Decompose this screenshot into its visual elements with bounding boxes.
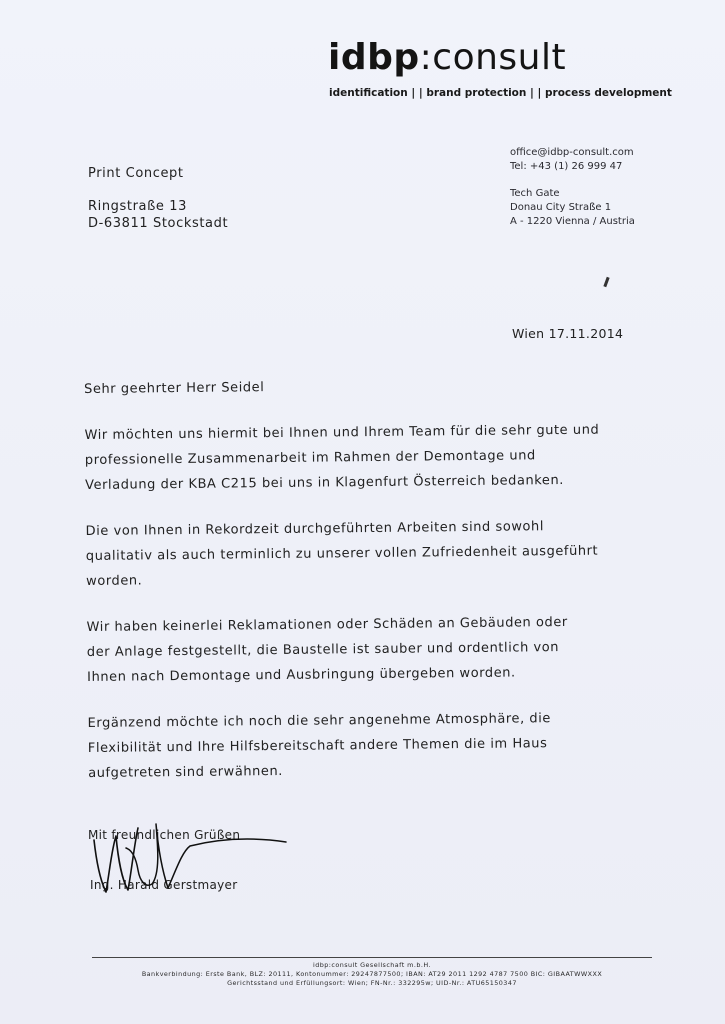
logo-bold-text: idbp — [328, 37, 420, 78]
recipient-company: Print Concept — [88, 166, 184, 181]
letter-date: Wien 17.11.2014 — [512, 326, 624, 341]
sender-email: office@idbp-consult.com — [510, 147, 634, 158]
body-line: professionelle Zusammenarbeit im Rahmen der Demontage und — [84, 448, 536, 468]
paragraph-3 — [86, 609, 647, 690]
body-line: der Anlage festgestellt, die Baustelle ist sauber und ordentlich von — [86, 640, 560, 660]
closing-phrase: Mit freundlichen Grüßen — [88, 828, 241, 842]
recipient-street: Ringstraße 13 — [88, 199, 187, 214]
paragraph-2 — [85, 513, 646, 594]
paragraph-1 — [84, 417, 645, 498]
footer-legal: Gerichtsstand und Erfüllungsort: Wien; FN-Nr.: 332295w; UID-Nr.: ATU65150347 — [227, 979, 517, 987]
logo-light-text: :consult — [419, 37, 567, 78]
body-line: Ihnen nach Demontage und Ausbringung übergeben worden. — [87, 665, 516, 685]
sender-address-line: Donau City Straße 1 — [510, 202, 612, 213]
sender-address-line: A - 1220 Vienna / Austria — [510, 216, 635, 227]
body-line: Die von Ihnen in Rekordzeit durchgeführten Arbeiten sind sowohl — [85, 519, 545, 539]
pen-mark — [603, 277, 609, 287]
footer-bank-details: Bankverbindung: Erste Bank, BLZ: 20111, Kontonummer: 29247877500; IBAN: AT29 2011 1292 4787 7500 BIC: GIBAATWWXXX — [141, 970, 603, 978]
body-line: aufgetreten sind erwähnen. — [88, 763, 283, 781]
body-line: Wir möchten uns hiermit bei Ihnen und Ihrem Team für die sehr gute und — [84, 422, 600, 443]
recipient-address-block — [88, 165, 228, 232]
body-line: Wir haben keinerlei Reklamationen oder Schäden an Gebäuden oder — [86, 614, 568, 635]
body-line: worden. — [86, 573, 143, 589]
sender-contact-block — [510, 146, 635, 229]
sender-address-line: Tech Gate — [510, 188, 560, 199]
body-line: Ergänzend möchte ich noch die sehr angenehme Atmosphäre, die — [87, 711, 551, 731]
letter-body — [84, 371, 648, 786]
signer-name: Ing. Harald Gerstmayer — [90, 878, 238, 892]
salutation: Sehr geehrter Herr Seidel — [84, 380, 265, 397]
company-logo — [328, 38, 566, 78]
recipient-city: D-63811 Stockstadt — [88, 216, 229, 231]
company-tagline: identification | | brand protection | | process development — [329, 87, 672, 99]
paragraph-4 — [87, 705, 648, 786]
body-line: qualitativ als auch terminlich zu unserer vollen Zufriedenheit ausgeführt — [85, 543, 599, 564]
footer-company: idbp:consult Gesellschaft m.b.H. — [313, 961, 431, 969]
sender-phone: Tel: +43 (1) 26 999 47 — [510, 161, 623, 172]
handwritten-signature — [86, 818, 296, 908]
letter-footer — [92, 961, 652, 988]
body-line: Verladung der KBA C215 bei uns in Klagenfurt Österreich bedanken. — [85, 472, 564, 493]
footer-divider — [92, 957, 652, 958]
body-line: Flexibilität und Ihre Hilfsbereitschaft andere Themen die im Haus — [87, 736, 548, 756]
